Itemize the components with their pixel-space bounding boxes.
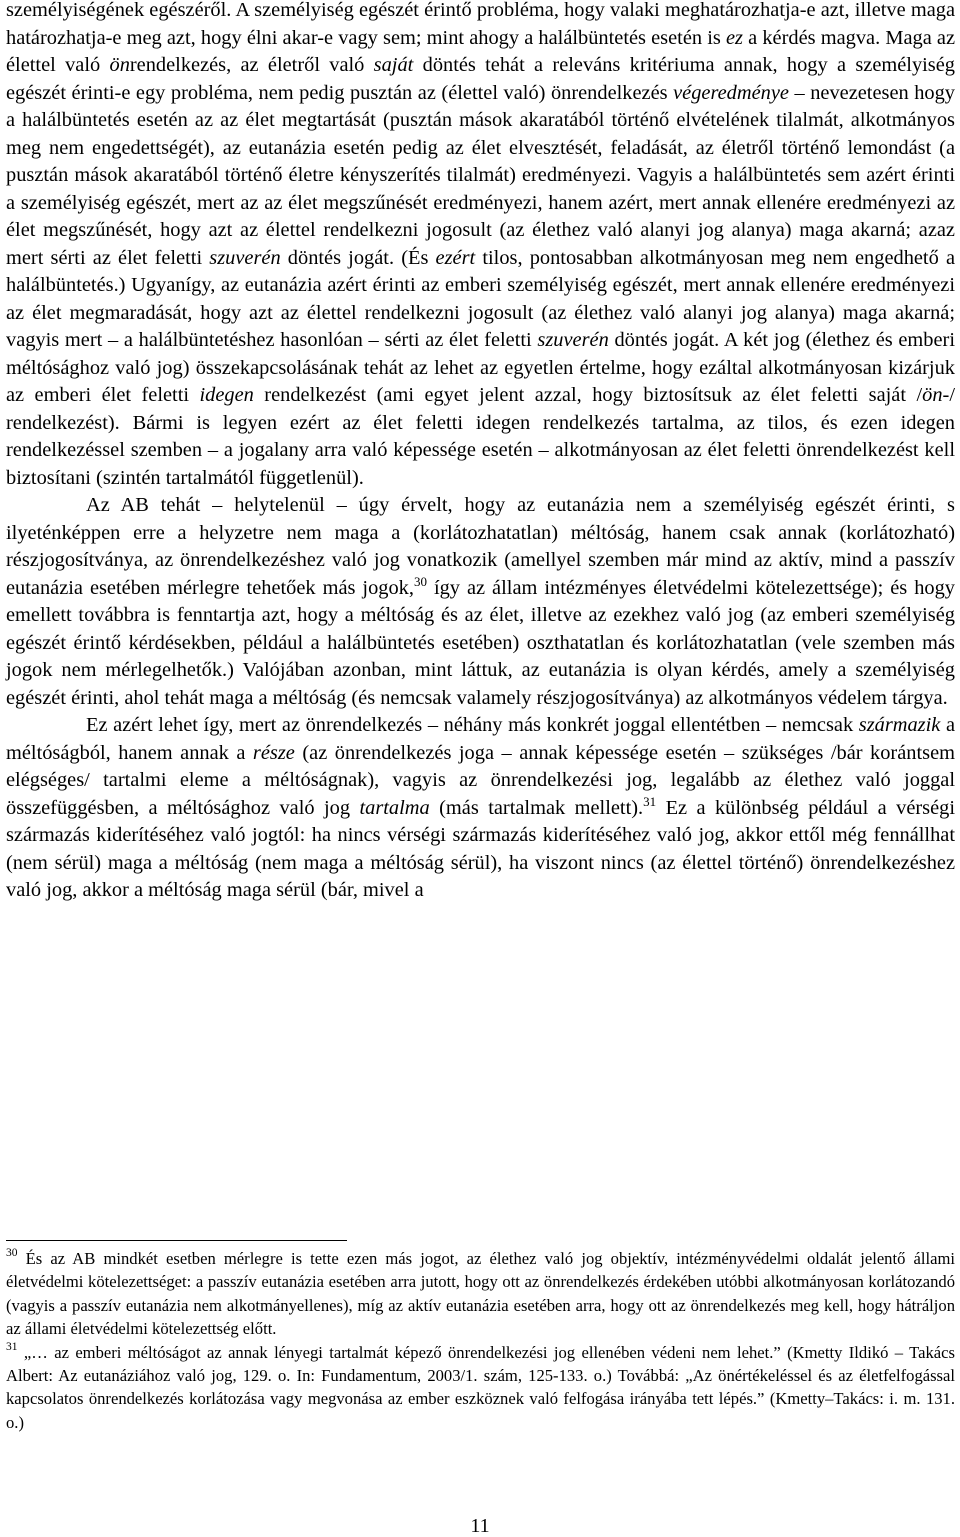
body-paragraph (6, 0, 955, 492)
footnote-marker: 31 (6, 1340, 18, 1353)
text-run: Az AB tehát – helytelenül – úgy érvelt, hogy az eutanázia nem a személyiség egészét érinti, s ilyeténképpen erre a helyzetre nem maga a (korlátozhatatlan) méltóság, hanem csak annak (korlátozható) részjogosítványa, az önrendelkezéshez való jog vonatkozik (amellyel szemben már mind az aktív, mind a passzív eutanázia esetében mérlegre tehetőek más jogok, (6, 494, 955, 599)
text-run: így az állam intézményes életvédelmi kötelezettsége); és hogy emellett továbbra is fenntartja azt, hogy a méltóság és az élet, illetve az ezekhez való jog (az emberi személyiség egészét érintő kérdésekben, például a halálbüntetés esetében) oszthatatlan és korlátozhatatlan (vele szemben más jogok nem mérlegelhetők.) Valójában azonban, mint láttuk, az eutanázia is olyan kérdés, amely a személyiség egészét érinti, ahol tehát maga a méltóság (és nemcsak valamely részjogosítványa) az alkotmányos védelem tárgya. (6, 576, 955, 709)
italic-text: része (252, 741, 295, 764)
italic-text: ön (922, 384, 943, 406)
body-text (6, 0, 955, 905)
text-run: (más tartalmak mellett). (429, 796, 644, 819)
footnote-marker: 30 (6, 1247, 18, 1259)
italic-text: származik (858, 714, 941, 736)
italic-text: tartalma (359, 796, 430, 819)
italic-text: saját (373, 54, 414, 76)
text-run: rendelkezést (ami egyet jelent azzal, hogy biztosítsuk az élet feletti saját / (253, 384, 923, 406)
text-run: a kérdés magva. Maga az élettel való (6, 26, 956, 76)
text-run: tilos, pontosabban alkotmányosan meg nem engedhető a halálbüntetés.) Ugyanígy, az eutanázia azért érinti az emberi személyiség egészét, mert annak ellenére eredményezi az élet megmaradását, hogy azt az élettel rendelkezni jogosult (az élethez való alanyi jog alanya) maga akarná; vagyis mert – a halálbüntetéshez hasonlóan – sérti az élet feletti (6, 246, 955, 351)
body-paragraph (6, 492, 955, 712)
text-run: Ez a különbség például a vérségi származás kiderítéséhez való jogtól: ha nincs vérségi származás kiderítéséhez való jog, akkor ettől még fennállhat (nem sérül) maga a méltóság (nem maga a méltóság sérül), ha viszont nincs (az élettel történő) önrendelkezéshez való jog, akkor a méltóság maga sérül (bár, mivel a (6, 796, 956, 901)
italic-text: szuverén (537, 329, 609, 351)
footnote-separator (6, 1240, 347, 1241)
text-run: döntés jogát. (És (280, 246, 436, 269)
italic-text: ön (109, 54, 130, 76)
footnote-reference: 31 (643, 793, 657, 809)
text-run: -/ rendelkezést). Bármi is legyen ezért az élet feletti idegen rendelkezés tartalma, az tilos, és ezen idegen rendelkezéssel szemben – a jogalany arra való képessége esetén – alkotmányosan az élet feletti önrendelkezést kell biztosítani (szintén tartalmától függetlenül). (6, 384, 955, 489)
text-run: Ez azért lehet így, mert az önrendelkezés – néhány más konkrét joggal ellentétben – nemcsak (86, 714, 859, 736)
footnote-reference: 30 (413, 573, 427, 589)
page-number: 11 (470, 1515, 490, 1537)
footnote-30 (6, 1247, 955, 1341)
italic-text: ezért (435, 246, 476, 269)
italic-text: végeredménye (673, 81, 789, 104)
italic-text: ez (726, 26, 743, 49)
text-run: döntés tehát a releváns kritériuma annak, hogy a személyiség egészét érinti-e egy probléma, nem pedig pusztán az (élettel való) önrendelkezés (6, 54, 955, 104)
footnote-text: „… az emberi méltóságot az annak lényegi tartalmát képező önrendelkezési jog ellenében védeni nem lehet.” (Kmetty Ildikó – Takács Albert: Az eutanáziához való jog, 129. o. In: Fundamentum, 2003/1. szám, 125-133. o.) Továbbá: „Az önértékeléssel és az életfelfogással kapcsolatos önrendelkezés korlátozása vagy megvonása az ember eszköznek való felfogása irányába tett lépés.” (Kmetty–Takács: i. m. 131. o.) (6, 1342, 955, 1432)
text-run: a méltóságból, hanem annak a (6, 714, 955, 764)
footnote-text: És az AB mindkét esetben mérlegre is tette ezen más jogot, az élethez való jog objektív, intézményvédelmi oldalát jelentő állami életvédelmi kötelezettséget: a passzív eutanázia esetében arra jutott, hogy ott az önrendelkezés érdekében utóbbi alkotmányosan korlátozandó (vagyis a passzív eutanázia nem alkotmányellenes), míg az aktív eutanázia esetében arra, hogy ott az önrendelkezés meg kell, hogy hátráljon az állami életvédelmi kötelezettség előtt. (6, 1249, 955, 1339)
text-run: döntés jogát. A két jog (élethez és emberi méltósághoz való jog) összekapcsolásának tehát az lehet az egyetlen értelme, hogy ezáltal alkotmányosan kizárjuk az emberi élet feletti (6, 329, 955, 406)
footnote-31 (6, 1341, 955, 1435)
text-run: (az önrendelkezés joga – annak képessége esetén – szükséges /bár korántsem elégséges/ tartalmi eleme a méltóságnak), vagyis az önrendelkezési jog, legalább az élethez való joggal összefüggésben, a méltósághoz való jog (6, 741, 955, 819)
italic-text: szuverén (209, 246, 281, 269)
body-paragraph (6, 712, 955, 905)
text-run: rendelkezés, az életről való (129, 54, 374, 76)
text-run: személyiségének egészéről. A személyiség egészét érintő probléma, hogy valaki meghatározhatja-e azt, illetve maga határozhatja-e meg azt, hogy élni akar-e vagy sem; mint ahogy a halálbüntetés esetén is (6, 0, 955, 49)
italic-text: idegen (199, 384, 254, 406)
text-run: – nevezetesen hogy a halálbüntetés esetén az az élet megtartását (pusztán mások akaratából történő elvételének tilalmát, alkotmányos meg nem engedettségét), az eutanázia esetén pedig az élet elvesztését, feladását, az életről történő lemondást (a pusztán mások akaratából történő életre kényszerítés tilalmát) eredményezi. Vagyis a halálbüntetés sem azért érinti a személyiség egészét, mert az az élet megszűnését eredményezi, hanem azért, mert annak ellenére eredményezi az élet megszűnését, hogy azt az élettel rendelkezni jogosult (az élethez való alanyi jog alanya) maga akarná; azaz mert sérti az élet feletti (6, 81, 955, 269)
footnotes (6, 1247, 955, 1434)
